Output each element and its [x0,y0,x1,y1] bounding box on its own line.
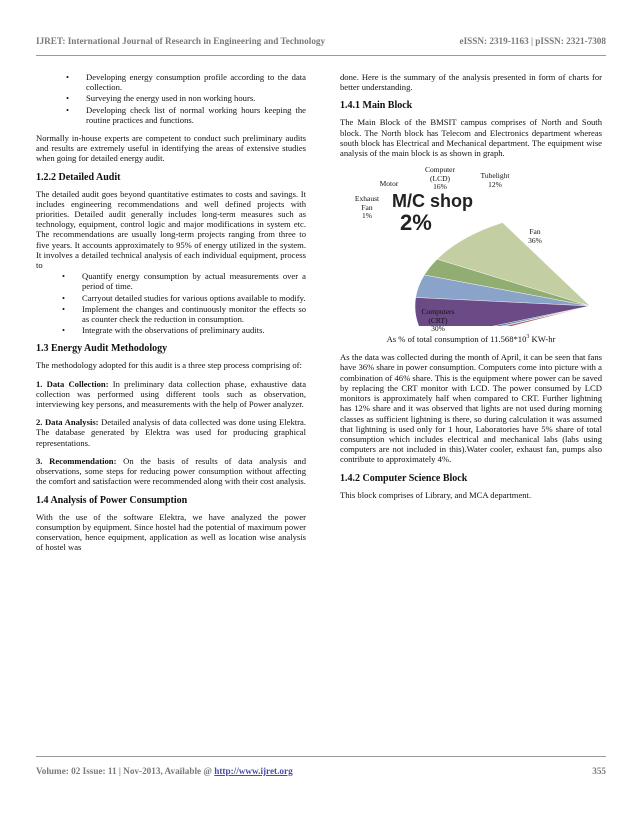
footer-rule [36,756,606,757]
caption-text: As % of total consumption of 11.568*10 [386,334,527,345]
step-recommendation [36,456,306,487]
label-fan: Fan 36% [528,227,542,245]
label-tubelight: Tubelight 12% [480,171,510,189]
list-item: • Developing energy consumption profile according to the data collection. [36,72,306,92]
equipment-pie-chart [340,165,602,334]
label-computer-lcd: Computer (LCD) 16% [425,165,455,192]
label-exhaust-fan: Exhaust Fan 1% [354,194,380,221]
running-header [36,36,606,46]
bullet-list-preliminary [36,72,306,125]
section-heading-methodology: 1.3 Energy Audit Methodology [36,343,168,355]
step-text: In preliminary data collection phase, exhaustive data collection was performed using different tools such as observation, interviewing key persons, and measurements with the help of Power analyzer. [36,378,307,410]
paragraph: This block comprises of Library, and MCA department. [340,489,532,500]
footer-volume-text: Volume: 02 Issue: 11 | Nov-2013, Available @ [36,766,215,776]
list-item: • Quantify energy consumption by actual measurements over a period of time. [36,271,306,291]
paragraph: The Main Block of the BMSIT campus comprises of North and South block. The North block has Telecom and Electronics department whereas south block has Electrical and Mechanical department. The equipment wise analysis of the main block is as shown in graph. [340,117,602,159]
list-item: • Integrate with the observations of preliminary audits. [36,325,306,335]
list-item: • Implement the changes and continuously monitor the effects so as counter check the reduction in consumption. [36,304,306,324]
step-text: On the basis of results of data analysis and observations, some steps for reducing power consumption without affecting the comfort and satisfaction were recommended along with their cost analysis. [36,455,307,487]
left-column [36,72,306,560]
pie-chart-svg [340,166,602,326]
paragraph: The detailed audit goes beyond quantitative estimates to costs and savings. It includes engineering recommendations and well defined projects with priorities. Detailed audit generally includes long-term measures such as technology, equipment, control logic and major modifications in system etc. The recommendations are usually long-term projects ranging from three to five years. It accounts approximately to 95% of energy utilized in the system. It involves a detailed technical analysis of each individual equipment, process to [36,188,306,271]
right-column [340,72,602,508]
paragraph: done. Here is the summary of the analysis presented in form of charts for better understanding. [340,72,602,93]
step-data-collection [36,379,306,410]
label-computers-crt: Computers (CRT) 30% [421,307,455,334]
label-mc-shop-percent: 2% [400,210,432,236]
step-label: 2. Data Analysis: [36,417,99,428]
section-heading-cs-block: 1.4.2 Computer Science Block [340,472,468,484]
chart-caption [340,332,602,344]
issn: eISSN: 2319-1163 | pISSN: 2321-7308 [459,36,606,46]
step-label: 3. Recommendation: [36,455,117,466]
paragraph: The methodology adopted for this audit is a three step process comprising of: [36,360,302,371]
paragraph: Normally in-house experts are competent to conduct such preliminary audits and results are extremely useful in identifying the areas of extensive studies when going for detailed energy audit. [36,133,306,164]
journal-title: IJRET: International Journal of Research in Engineering and Technology [36,36,326,46]
journal-link[interactable]: http://www.ijret.org [214,766,293,776]
label-mc-shop: M/C shop [392,191,473,212]
section-heading-power-consumption: 1.4 Analysis of Power Consumption [36,494,188,506]
page-number: 355 [592,766,606,776]
caption-unit: KW-hr [529,334,556,345]
paragraph: With the use of the software Elektra, we have analyzed the power consumption by equipment. Since hostel had the potential of maximum power conservation, hence equipment, application as well as location wise analysis of hostel was [36,511,306,553]
label-motor: Motor [379,179,399,189]
section-heading-detailed-audit: 1.2.2 Detailed Audit [36,171,121,183]
footer-volume [36,766,293,776]
list-item: • Surveying the energy used in non working hours. [36,93,306,103]
caption-exponent: 3 [526,334,530,341]
step-data-analysis [36,417,306,448]
running-footer [36,766,606,776]
bullet-list-detailed [36,271,306,335]
paragraph: As the data was collected during the month of April, it can be seen that fans have 36% share in power consumption. Computers come into picture with a combination of 46% share. This is the equipment where power can be saved by replacing the CRT monitor with LCD. The power consumed by LCD monitors is approximately half when compared to CRT. Further lightning has 12% share and it was observed that lights are not used during morning classes as sufficient lightning is there, so during calculation it was assumed that lightning is used only for 1 hour, Laboratories have 5% share of total consumption which includes electrical and mechanical labs (labs using computers are not included in this).Water cooler, exhaust fan, pumps also contribute to approximately 4%. [340,352,602,465]
header-rule [36,55,606,56]
list-item: • Carryout detailed studies for various options available to modify. [36,293,306,303]
step-label: 1. Data Collection: [36,378,109,389]
step-text: Detailed analysis of data collected was done using Elektra. The database generated by Elektra was used for producing graphical representations. [36,417,306,448]
list-item: • Developing check list of normal working hours keeping the routine practices and functions. [36,105,306,125]
section-heading-main-block: 1.4.1 Main Block [340,100,413,112]
